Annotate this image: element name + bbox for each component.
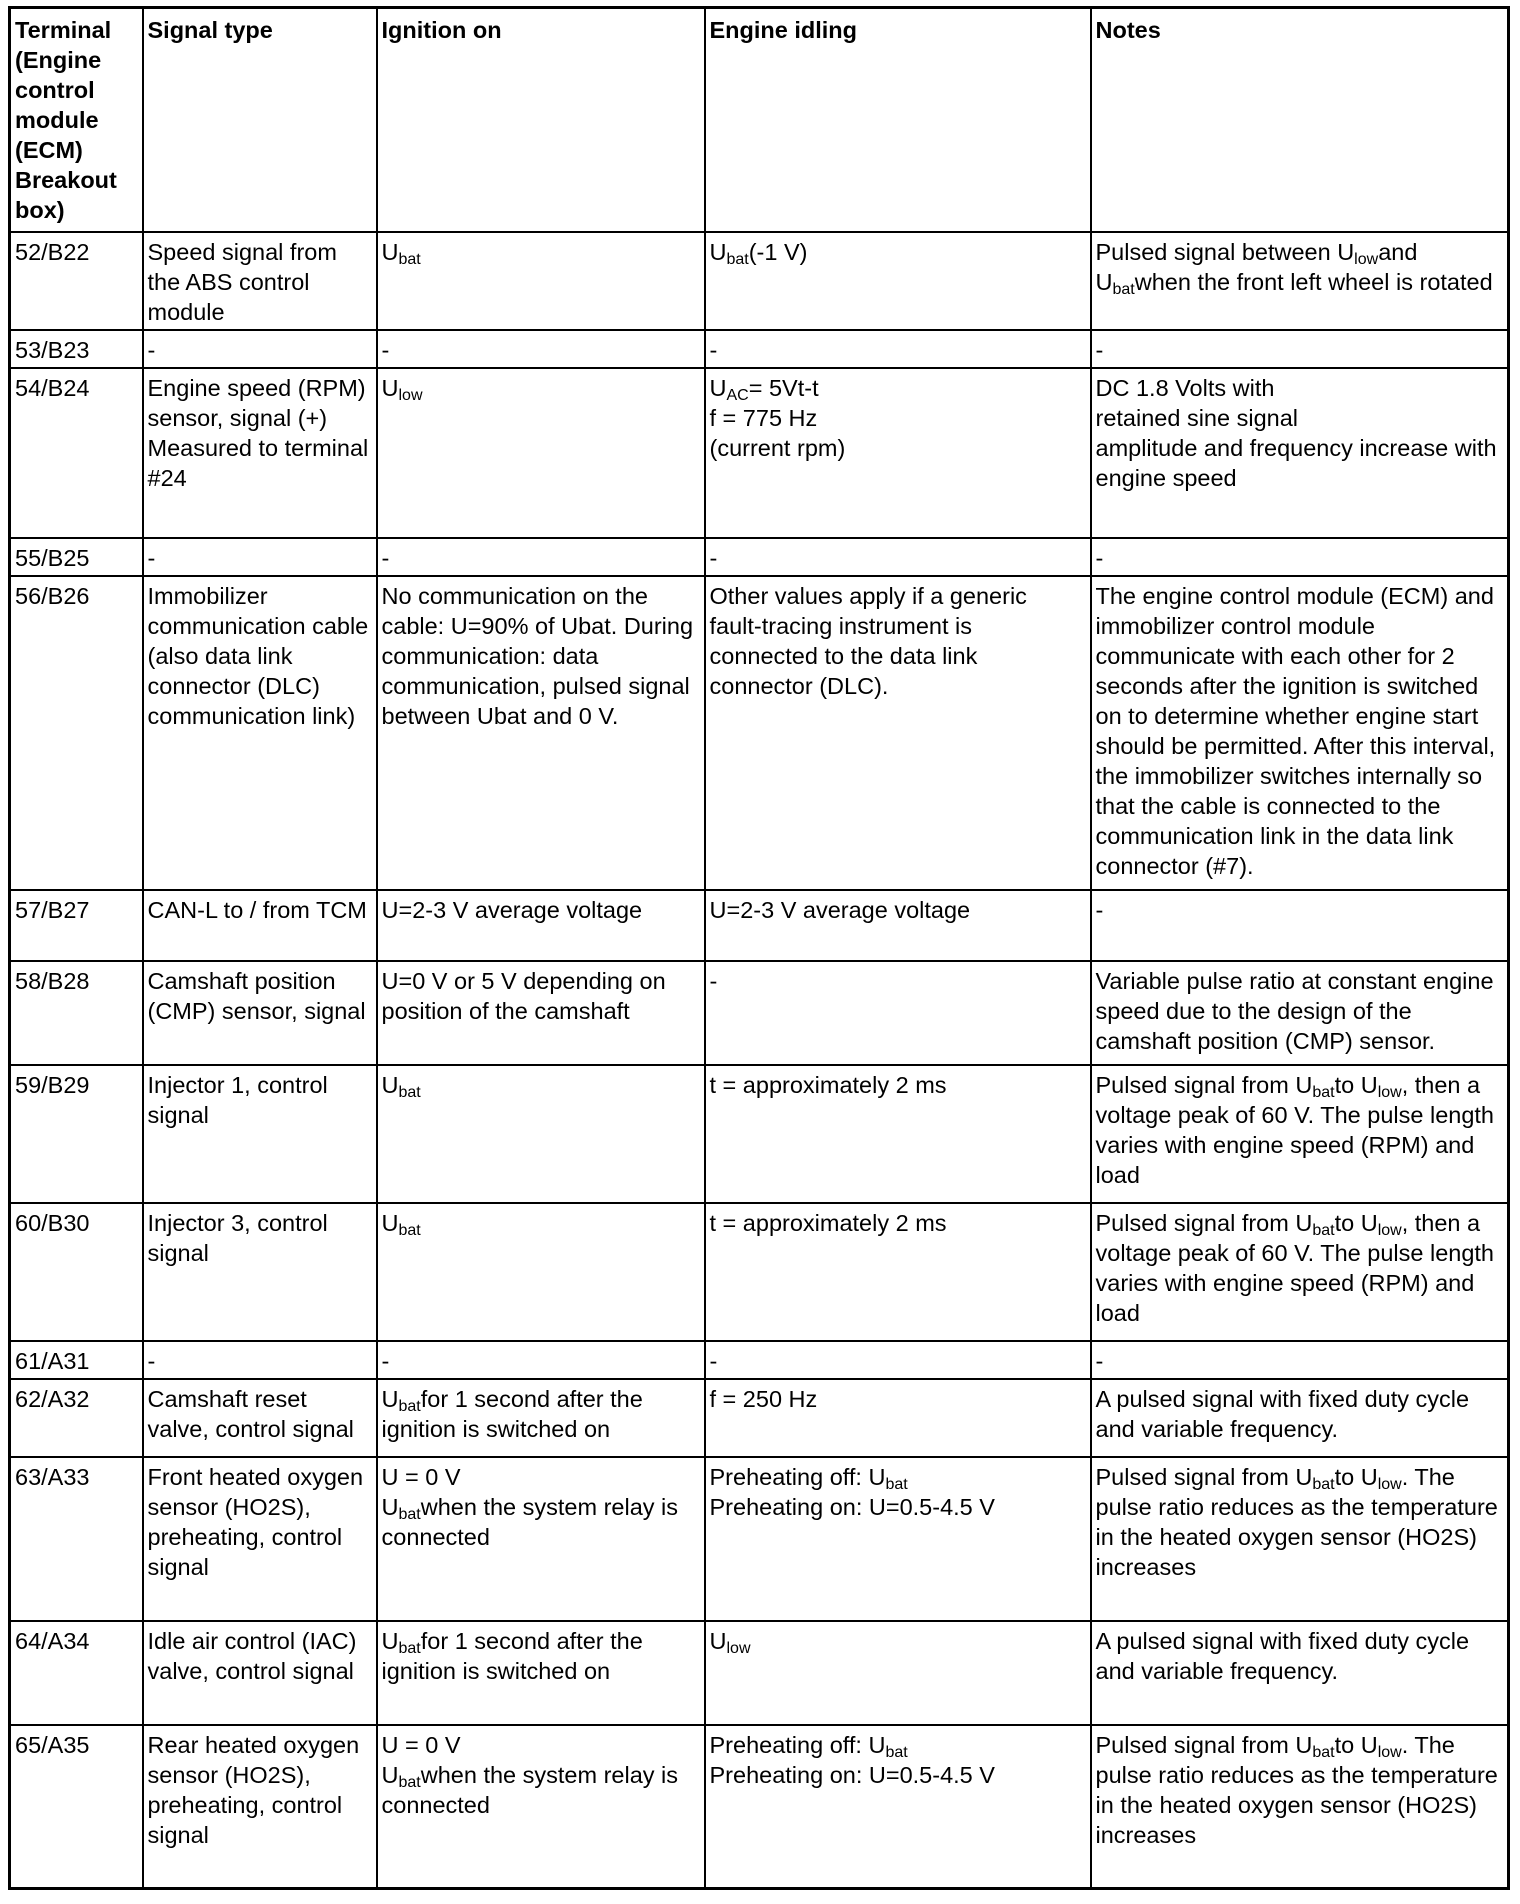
cell-ignition-on: U = 0 V $U_{bat}when$ the system relay is connected <box>377 1457 705 1621</box>
cell-terminal: 57/B27 <box>10 890 143 961</box>
cell-terminal: 53/B23 <box>10 330 143 368</box>
header-ignition-on: Ignition on <box>377 8 705 232</box>
cell-notes: DC 1.8 Volts with retained sine signal amplitude and frequency increase with engine speed <box>1091 368 1509 538</box>
table-row <box>10 890 1509 961</box>
cell-engine-idling: $U_{AC}= 5Vt-t$ f = 775 Hz (current rpm) <box>705 368 1091 538</box>
cell-notes: Pulsed signal from $U_{bat}to$ $U_{low}$. The pulse ratio reduces as the temperature in the heated oxygen sensor (HO2S) increases <box>1091 1725 1509 1889</box>
cell-ignition-on: - <box>377 538 705 576</box>
cell-ignition-on: - <box>377 1341 705 1379</box>
cell-ignition-on: $U_{bat}$ <box>377 1203 705 1341</box>
cell-notes: - <box>1091 1341 1509 1379</box>
table-row <box>10 368 1509 538</box>
cell-terminal: 55/B25 <box>10 538 143 576</box>
header-engine-idling: Engine idling <box>705 8 1091 232</box>
cell-terminal: 61/A31 <box>10 1341 143 1379</box>
cell-notes: Variable pulse ratio at constant engine speed due to the design of the camshaft position (CMP) sensor. <box>1091 961 1509 1065</box>
cell-signal-type: - <box>143 1341 377 1379</box>
cell-engine-idling: - <box>705 1341 1091 1379</box>
cell-notes: - <box>1091 890 1509 961</box>
cell-signal-type: Rear heated oxygen sensor (HO2S), preheating, control signal <box>143 1725 377 1889</box>
cell-terminal: 56/B26 <box>10 576 143 890</box>
cell-terminal: 65/A35 <box>10 1725 143 1889</box>
table-row <box>10 1065 1509 1203</box>
table-row <box>10 1457 1509 1621</box>
cell-signal-type: Injector 1, control signal <box>143 1065 377 1203</box>
cell-ignition-on: No communication on the cable: U=90% of Ubat. During communication: data communication, pulsed signal between Ubat and 0 V. <box>377 576 705 890</box>
cell-engine-idling: - <box>705 961 1091 1065</box>
cell-signal-type: Camshaft reset valve, control signal <box>143 1379 377 1457</box>
cell-notes: - <box>1091 330 1509 368</box>
table-row <box>10 330 1509 368</box>
cell-ignition-on: $U_{bat}$ <box>377 232 705 330</box>
cell-ignition-on: U = 0 V $U_{bat}when$ the system relay is connected <box>377 1725 705 1889</box>
cell-ignition-on: $U_{bat}$ <box>377 1065 705 1203</box>
cell-notes: Pulsed signal from $U_{bat}to$ $U_{low}$, then a voltage peak of 60 V. The pulse length varies with engine speed (RPM) and load <box>1091 1065 1509 1203</box>
table-row <box>10 1341 1509 1379</box>
cell-signal-type: - <box>143 330 377 368</box>
cell-terminal: 60/B30 <box>10 1203 143 1341</box>
cell-terminal: 59/B29 <box>10 1065 143 1203</box>
cell-notes: A pulsed signal with fixed duty cycle and variable frequency. <box>1091 1379 1509 1457</box>
cell-signal-type: Camshaft position (CMP) sensor, signal <box>143 961 377 1065</box>
terminal-signal-table <box>8 6 1510 1890</box>
table-row <box>10 1379 1509 1457</box>
cell-engine-idling: - <box>705 538 1091 576</box>
cell-engine-idling: - <box>705 330 1091 368</box>
cell-engine-idling: U=2-3 V average voltage <box>705 890 1091 961</box>
cell-terminal: 64/A34 <box>10 1621 143 1725</box>
cell-ignition-on: U=0 V or 5 V depending on position of the camshaft <box>377 961 705 1065</box>
cell-ignition-on: $U_{low}$ <box>377 368 705 538</box>
cell-engine-idling: $U_{bat}(-1$ V) <box>705 232 1091 330</box>
cell-engine-idling: f = 250 Hz <box>705 1379 1091 1457</box>
cell-notes: Pulsed signal between $U_{low}and$ $U_{bat}when$ the front left wheel is rotated <box>1091 232 1509 330</box>
cell-signal-type: Engine speed (RPM) sensor, signal (+) Measured to terminal #24 <box>143 368 377 538</box>
cell-terminal: 63/A33 <box>10 1457 143 1621</box>
cell-ignition-on: $U_{bat}for$ 1 second after the ignition is switched on <box>377 1621 705 1725</box>
cell-signal-type: - <box>143 538 377 576</box>
header-terminal: Terminal (Engine control module (ECM) Breakout box) <box>10 8 143 232</box>
table-row <box>10 576 1509 890</box>
cell-terminal: 54/B24 <box>10 368 143 538</box>
header-signal-type: Signal type <box>143 8 377 232</box>
cell-terminal: 58/B28 <box>10 961 143 1065</box>
cell-notes: - <box>1091 538 1509 576</box>
cell-signal-type: Idle air control (IAC) valve, control signal <box>143 1621 377 1725</box>
cell-engine-idling: Preheating off: $U_{bat}$ Preheating on: U=0.5-4.5 V <box>705 1457 1091 1621</box>
cell-notes: The engine control module (ECM) and immobilizer control module communicate with each other for 2 seconds after the ignition is switched on to determine whether engine start should be permitted. After this interval, the immobilizer switches internally so that the cable is connected to the communication link in the data link connector (#7). <box>1091 576 1509 890</box>
cell-signal-type: Front heated oxygen sensor (HO2S), preheating, control signal <box>143 1457 377 1621</box>
header-notes: Notes <box>1091 8 1509 232</box>
table-row <box>10 1621 1509 1725</box>
table-body <box>10 232 1509 1889</box>
cell-notes: Pulsed signal from $U_{bat}to$ $U_{low}$, then a voltage peak of 60 V. The pulse length varies with engine speed (RPM) and load <box>1091 1203 1509 1341</box>
cell-signal-type: Injector 3, control signal <box>143 1203 377 1341</box>
cell-signal-type: Immobilizer communication cable (also data link connector (DLC) communication link) <box>143 576 377 890</box>
cell-signal-type: Speed signal from the ABS control module <box>143 232 377 330</box>
cell-ignition-on: - <box>377 330 705 368</box>
cell-notes: A pulsed signal with fixed duty cycle and variable frequency. <box>1091 1621 1509 1725</box>
cell-engine-idling: $U_{low}$ <box>705 1621 1091 1725</box>
header-row <box>10 8 1509 232</box>
table-row <box>10 1725 1509 1889</box>
cell-terminal: 52/B22 <box>10 232 143 330</box>
cell-engine-idling: Other values apply if a generic fault-tracing instrument is connected to the data link connector (DLC). <box>705 576 1091 890</box>
cell-notes: Pulsed signal from $U_{bat}to$ $U_{low}$. The pulse ratio reduces as the temperature in the heated oxygen sensor (HO2S) increases <box>1091 1457 1509 1621</box>
table-row <box>10 232 1509 330</box>
cell-engine-idling: t = approximately 2 ms <box>705 1065 1091 1203</box>
table-row <box>10 538 1509 576</box>
cell-engine-idling: t = approximately 2 ms <box>705 1203 1091 1341</box>
table-row <box>10 961 1509 1065</box>
table-row <box>10 1203 1509 1341</box>
cell-ignition-on: U=2-3 V average voltage <box>377 890 705 961</box>
cell-terminal: 62/A32 <box>10 1379 143 1457</box>
cell-engine-idling: Preheating off: $U_{bat}$ Preheating on: U=0.5-4.5 V <box>705 1725 1091 1889</box>
cell-ignition-on: $U_{bat}for$ 1 second after the ignition is switched on <box>377 1379 705 1457</box>
cell-signal-type: CAN-L to / from TCM <box>143 890 377 961</box>
